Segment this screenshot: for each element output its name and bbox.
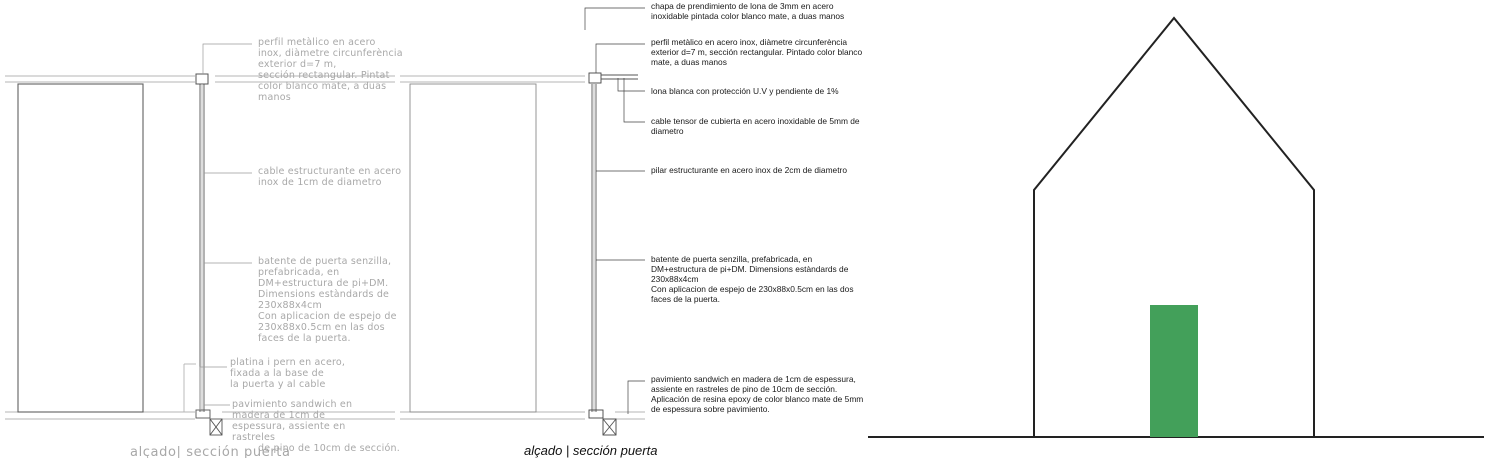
panel-b-note-cable: cable tensor de cubierta en acero inoxidable de 5mm de diametro — [651, 116, 860, 136]
panel-b-note-floor: pavimiento sandwich en madera de 1cm de espessura, assiente en rastreles de pino de 10cm de sección. Aplicación de resina epoxy de color blanco mate de 5mm de espessura sobre pavimiento. — [651, 374, 864, 414]
panel-b-title: alçado | sección puerta — [524, 443, 658, 458]
panel-b-note-door-leaf: batente de puerta senzilla, prefabricada, en DM+estructura de pi+DM. Dimensions estàndards de 230x88x4cm Con aplicacion de espejo de 230x88x0.5cm en las dos faces de la puerta. — [651, 254, 854, 304]
panel-a-door-section — [184, 74, 222, 435]
panel-b-note-profile: perfil metàlico en acero inox, diàmetre circunferència exterior d=7 m, sección rectangular. Pintado color blanco mate, a duas manos — [651, 37, 863, 67]
panel-a-note-cable: cable estructurante en acero inox de 1cm de diametro — [258, 166, 402, 188]
panel-c-house-pictogram — [868, 18, 1484, 437]
panel-b-door-elevation — [410, 84, 536, 412]
panel-a-note-floor: pavimiento sandwich en madera de 1cm de espessura, assiente en rastreles de pino de 10cm de sección. — [232, 399, 400, 454]
panel-b-elevation-section — [400, 1, 866, 458]
panel-b-note-canvas-plate: chapa de prendimiento de lona de 3mm en acero inoxidable pintada color blanco mate, a duas manos — [651, 1, 845, 21]
panel-a-note-profile: perfil metàlico en acero inox, diàmetre circunferència exterior d=7 m, sección rectangular. Pintat color blanco mate, a duas manos — [258, 37, 403, 103]
panel-b-note-canvas: lona blanca con protección U.V y pendiente de 1% — [651, 86, 839, 96]
panel-a-elevation-section — [5, 37, 406, 458]
house-door — [1150, 305, 1198, 437]
panel-a-note-door-leaf: batente de puerta senzilla, prefabricada, en DM+estructura de pi+DM. Dimensions estàndards de 230x88x4cm Con aplicacion de espejo de 230x88x0.5cm en las dos faces de la puerta. — [258, 256, 397, 344]
panel-a-note-plate: platina i pern en acero, fixada a la base de la puerta y al cable — [230, 357, 346, 390]
panel-b-note-pillar: pilar estructurante en acero inox de 2cm de diametro — [651, 165, 847, 175]
panel-b-guide-lines — [400, 76, 645, 419]
panel-a-title: alçado| sección puerta — [130, 445, 291, 458]
panel-a-leader-lines — [200, 44, 252, 410]
panel-a-door-elevation — [18, 84, 143, 412]
